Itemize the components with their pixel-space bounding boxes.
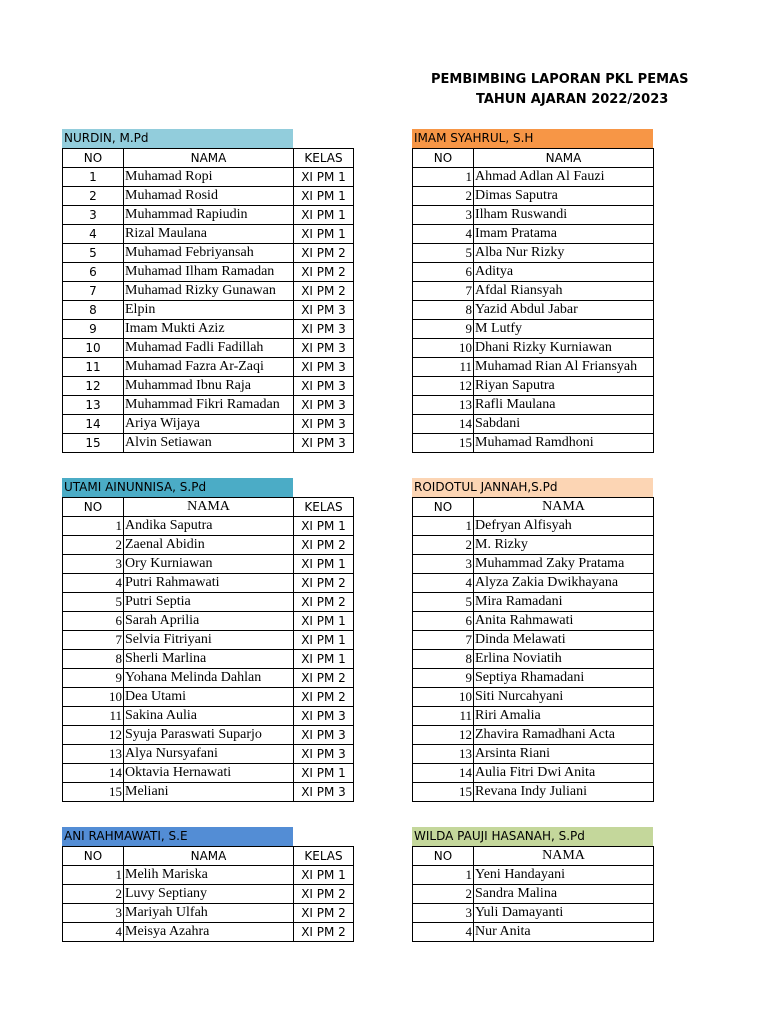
row-number: 4	[413, 923, 474, 942]
student-class: XI PM 3	[294, 377, 354, 396]
row-number: 9	[63, 320, 124, 339]
table-row	[63, 593, 354, 612]
row-number: 12	[63, 726, 124, 745]
table-row	[413, 650, 654, 669]
table-row	[413, 574, 654, 593]
table-row	[63, 320, 354, 339]
row-number: 6	[63, 612, 124, 631]
table-row	[413, 434, 654, 453]
supervisor-name: NURDIN, M.Pd	[62, 129, 293, 148]
student-name: Muhammad Zaky Pratama	[474, 555, 654, 574]
row-number: 9	[413, 669, 474, 688]
column-header-kelas: KELAS	[294, 847, 354, 866]
table-row	[413, 263, 654, 282]
table-row	[63, 339, 354, 358]
table-row	[413, 593, 654, 612]
student-name: Ilham Ruswandi	[474, 206, 654, 225]
table-row	[63, 688, 354, 707]
student-name: Erlina Noviatih	[474, 650, 654, 669]
column-header-kelas: KELAS	[294, 498, 354, 517]
student-class: XI PM 2	[294, 904, 354, 923]
student-class: XI PM 3	[294, 783, 354, 802]
student-name: Muhamad Febriyansah	[124, 244, 294, 263]
row-number: 9	[413, 320, 474, 339]
student-class: XI PM 3	[294, 358, 354, 377]
student-name: Muhamad Fadli Fadillah	[124, 339, 294, 358]
table-row	[63, 650, 354, 669]
student-class: XI PM 1	[294, 764, 354, 783]
student-name: Revana Indy Juliani	[474, 783, 654, 802]
row-number: 5	[63, 593, 124, 612]
row-number: 6	[413, 612, 474, 631]
student-name: Riyan Saputra	[474, 377, 654, 396]
student-name: Imam Mukti Aziz	[124, 320, 294, 339]
table-row	[63, 885, 354, 904]
student-name: Oktavia Hernawati	[124, 764, 294, 783]
student-name: Selvia Fitriyani	[124, 631, 294, 650]
student-name: Alba Nur Rizky	[474, 244, 654, 263]
row-number: 3	[63, 904, 124, 923]
student-name: Sarah Aprilia	[124, 612, 294, 631]
column-header-no: NO	[413, 149, 474, 168]
table-row	[63, 574, 354, 593]
row-number: 15	[63, 783, 124, 802]
row-number: 13	[413, 396, 474, 415]
page-title: PEMBIMBING LAPORAN PKL PEMAS	[431, 72, 689, 87]
student-name: Muhamad Rosid	[124, 187, 294, 206]
row-number: 14	[413, 764, 474, 783]
student-class: XI PM 2	[294, 593, 354, 612]
row-number: 2	[63, 187, 124, 206]
student-name: Sandra Malina	[474, 885, 654, 904]
student-name: Yohana Melinda Dahlan	[124, 669, 294, 688]
table-row	[413, 555, 654, 574]
table-row	[413, 612, 654, 631]
student-class: XI PM 2	[294, 244, 354, 263]
table-row	[63, 612, 354, 631]
student-class: XI PM 1	[294, 650, 354, 669]
row-number: 1	[63, 517, 124, 536]
row-number: 5	[413, 244, 474, 263]
table-row	[63, 377, 354, 396]
table-header-row	[413, 149, 654, 168]
row-number: 8	[63, 301, 124, 320]
row-number: 10	[63, 688, 124, 707]
row-number: 15	[413, 434, 474, 453]
table-row	[63, 904, 354, 923]
table-row	[63, 764, 354, 783]
student-name: Mira Ramadani	[474, 593, 654, 612]
student-name: Muhamad Ropi	[124, 168, 294, 187]
row-number: 6	[413, 263, 474, 282]
table-row	[63, 726, 354, 745]
supervisor-name: UTAMI AINUNNISA, S.Pd	[62, 478, 293, 497]
student-name: Alyza Zakia Dwikhayana	[474, 574, 654, 593]
column-header-nama: NAMA	[474, 149, 654, 168]
table-row	[413, 301, 654, 320]
column-header-nama: NAMA	[124, 498, 294, 517]
student-name: Nur Anita	[474, 923, 654, 942]
table-row	[413, 377, 654, 396]
student-name: Sakina Aulia	[124, 707, 294, 726]
row-number: 10	[63, 339, 124, 358]
row-number: 3	[63, 555, 124, 574]
student-name: Siti Nurcahyani	[474, 688, 654, 707]
table-row	[63, 555, 354, 574]
row-number: 2	[63, 536, 124, 555]
student-name: Rafli Maulana	[474, 396, 654, 415]
column-header-no: NO	[413, 847, 474, 866]
table-row	[63, 263, 354, 282]
student-name: Muhammad Fikri Ramadan	[124, 396, 294, 415]
table-row	[63, 358, 354, 377]
student-class: XI PM 3	[294, 320, 354, 339]
row-number: 4	[63, 225, 124, 244]
student-name: M. Rizky	[474, 536, 654, 555]
row-number: 2	[413, 187, 474, 206]
column-header-no: NO	[63, 498, 124, 517]
student-name: Muhammad Ibnu Raja	[124, 377, 294, 396]
row-number: 1	[413, 168, 474, 187]
row-number: 8	[63, 650, 124, 669]
column-header-nama: NAMA	[474, 847, 654, 866]
row-number: 3	[413, 904, 474, 923]
student-name: Dea Utami	[124, 688, 294, 707]
student-class: XI PM 1	[294, 517, 354, 536]
student-name: Luvy Septiany	[124, 885, 294, 904]
row-number: 1	[63, 168, 124, 187]
student-class: XI PM 3	[294, 339, 354, 358]
student-class: XI PM 1	[294, 631, 354, 650]
table-row	[413, 168, 654, 187]
supervisor-name: IMAM SYAHRUL, S.H	[412, 129, 653, 148]
row-number: 2	[63, 885, 124, 904]
supervisor-name: ROIDOTUL JANNAH,S.Pd	[412, 478, 653, 497]
student-name: Meisya Azahra	[124, 923, 294, 942]
table-row	[413, 244, 654, 263]
student-class: XI PM 3	[294, 434, 354, 453]
student-name: Septiya Rhamadani	[474, 669, 654, 688]
row-number: 3	[413, 206, 474, 225]
student-table	[62, 846, 354, 942]
row-number: 13	[63, 745, 124, 764]
table-row	[413, 885, 654, 904]
table-row	[413, 764, 654, 783]
table-row	[63, 536, 354, 555]
table-row	[63, 707, 354, 726]
student-class: XI PM 2	[294, 574, 354, 593]
student-class: XI PM 3	[294, 301, 354, 320]
row-number: 5	[63, 244, 124, 263]
row-number: 5	[413, 593, 474, 612]
student-table	[412, 497, 654, 802]
student-class: XI PM 2	[294, 688, 354, 707]
student-name: Rizal Maulana	[124, 225, 294, 244]
table-row	[63, 517, 354, 536]
student-name: Andika Saputra	[124, 517, 294, 536]
student-name: Alya Nursyafani	[124, 745, 294, 764]
row-number: 14	[63, 415, 124, 434]
row-number: 11	[413, 707, 474, 726]
student-name: Mariyah Ulfah	[124, 904, 294, 923]
student-class: XI PM 1	[294, 555, 354, 574]
student-name: Zaenal Abidin	[124, 536, 294, 555]
student-name: Putri Septia	[124, 593, 294, 612]
student-name: Yuli Damayanti	[474, 904, 654, 923]
table-row	[413, 669, 654, 688]
row-number: 4	[413, 225, 474, 244]
student-name: M Lutfy	[474, 320, 654, 339]
row-number: 1	[63, 866, 124, 885]
student-class: XI PM 3	[294, 396, 354, 415]
table-row	[413, 282, 654, 301]
student-table	[62, 497, 354, 802]
row-number: 11	[63, 358, 124, 377]
student-name: Dimas Saputra	[474, 187, 654, 206]
column-header-no: NO	[413, 498, 474, 517]
table-row	[63, 282, 354, 301]
column-header-nama: NAMA	[124, 847, 294, 866]
row-number: 7	[413, 631, 474, 650]
table-row	[413, 688, 654, 707]
student-name: Aditya	[474, 263, 654, 282]
column-header-nama: NAMA	[124, 149, 294, 168]
table-row	[63, 206, 354, 225]
row-number: 12	[413, 377, 474, 396]
student-class: XI PM 3	[294, 726, 354, 745]
student-name: Yazid Abdul Jabar	[474, 301, 654, 320]
table-row	[413, 726, 654, 745]
student-class: XI PM 2	[294, 923, 354, 942]
page-subtitle: TAHUN AJARAN 2022/2023	[476, 92, 669, 107]
row-number: 7	[63, 631, 124, 650]
table-row	[413, 517, 654, 536]
student-table	[62, 148, 354, 453]
student-name: Defryan Alfisyah	[474, 517, 654, 536]
student-name: Aulia Fitri Dwi Anita	[474, 764, 654, 783]
student-name: Dhani Rizky Kurniawan	[474, 339, 654, 358]
student-class: XI PM 2	[294, 263, 354, 282]
table-header-row	[63, 149, 354, 168]
student-class: XI PM 1	[294, 866, 354, 885]
table-row	[413, 904, 654, 923]
row-number: 15	[413, 783, 474, 802]
student-name: Muhamad Rian Al Friansyah	[474, 358, 654, 377]
table-row	[413, 396, 654, 415]
table-row	[413, 358, 654, 377]
student-class: XI PM 2	[294, 669, 354, 688]
student-class: XI PM 3	[294, 415, 354, 434]
table-row	[413, 745, 654, 764]
student-name: Alvin Setiawan	[124, 434, 294, 453]
table-row	[413, 415, 654, 434]
student-name: Anita Rahmawati	[474, 612, 654, 631]
row-number: 7	[413, 282, 474, 301]
row-number: 10	[413, 688, 474, 707]
row-number: 12	[63, 377, 124, 396]
table-row	[63, 301, 354, 320]
table-row	[413, 707, 654, 726]
student-name: Syuja Paraswati Suparjo	[124, 726, 294, 745]
table-header-row	[413, 847, 654, 866]
table-row	[413, 866, 654, 885]
row-number: 11	[413, 358, 474, 377]
student-name: Meliani	[124, 783, 294, 802]
table-header-row	[63, 498, 354, 517]
student-name: Sherli Marlina	[124, 650, 294, 669]
row-number: 8	[413, 650, 474, 669]
row-number: 4	[63, 923, 124, 942]
table-header-row	[413, 498, 654, 517]
student-name: Dinda Melawati	[474, 631, 654, 650]
student-class: XI PM 1	[294, 612, 354, 631]
table-row	[413, 536, 654, 555]
table-row	[413, 320, 654, 339]
student-name: Yeni Handayani	[474, 866, 654, 885]
student-name: Muhammad Rapiudin	[124, 206, 294, 225]
student-table	[412, 846, 654, 942]
row-number: 11	[63, 707, 124, 726]
student-class: XI PM 3	[294, 707, 354, 726]
student-name: Afdal Riansyah	[474, 282, 654, 301]
student-class: XI PM 1	[294, 225, 354, 244]
student-class: XI PM 1	[294, 206, 354, 225]
table-row	[413, 783, 654, 802]
row-number: 4	[63, 574, 124, 593]
student-name: Arsinta Riani	[474, 745, 654, 764]
row-number: 3	[413, 555, 474, 574]
table-row	[63, 631, 354, 650]
row-number: 2	[413, 536, 474, 555]
column-header-no: NO	[63, 847, 124, 866]
student-class: XI PM 1	[294, 168, 354, 187]
row-number: 7	[63, 282, 124, 301]
student-name: Imam Pratama	[474, 225, 654, 244]
row-number: 13	[413, 745, 474, 764]
row-number: 13	[63, 396, 124, 415]
row-number: 9	[63, 669, 124, 688]
column-header-no: NO	[63, 149, 124, 168]
student-name: Putri Rahmawati	[124, 574, 294, 593]
table-row	[63, 244, 354, 263]
row-number: 10	[413, 339, 474, 358]
table-row	[63, 866, 354, 885]
student-class: XI PM 2	[294, 282, 354, 301]
column-header-nama: NAMA	[474, 498, 654, 517]
student-name: Sabdani	[474, 415, 654, 434]
row-number: 3	[63, 206, 124, 225]
row-number: 12	[413, 726, 474, 745]
student-class: XI PM 2	[294, 885, 354, 904]
table-row	[63, 923, 354, 942]
row-number: 1	[413, 517, 474, 536]
row-number: 1	[413, 866, 474, 885]
table-row	[413, 206, 654, 225]
supervisor-name: ANI RAHMAWATI, S.E	[62, 827, 293, 846]
student-name: Muhamad Ramdhoni	[474, 434, 654, 453]
table-row	[63, 415, 354, 434]
table-row	[63, 225, 354, 244]
table-row	[63, 669, 354, 688]
student-class: XI PM 1	[294, 187, 354, 206]
table-row	[63, 783, 354, 802]
table-row	[413, 225, 654, 244]
student-class: XI PM 2	[294, 536, 354, 555]
table-row	[63, 187, 354, 206]
column-header-kelas: KELAS	[294, 149, 354, 168]
row-number: 8	[413, 301, 474, 320]
table-row	[413, 339, 654, 358]
table-header-row	[63, 847, 354, 866]
table-row	[413, 631, 654, 650]
supervisor-name: WILDA PAUJI HASANAH, S.Pd	[412, 827, 653, 846]
row-number: 14	[63, 764, 124, 783]
student-name: Ariya Wijaya	[124, 415, 294, 434]
student-name: Muhamad Rizky Gunawan	[124, 282, 294, 301]
row-number: 14	[413, 415, 474, 434]
student-name: Riri Amalia	[474, 707, 654, 726]
student-table	[412, 148, 654, 453]
row-number: 15	[63, 434, 124, 453]
row-number: 6	[63, 263, 124, 282]
table-row	[63, 168, 354, 187]
row-number: 4	[413, 574, 474, 593]
table-row	[63, 396, 354, 415]
student-name: Zhavira Ramadhani Acta	[474, 726, 654, 745]
student-name: Melih Mariska	[124, 866, 294, 885]
student-name: Muhamad Ilham Ramadan	[124, 263, 294, 282]
student-name: Muhamad Fazra Ar-Zaqi	[124, 358, 294, 377]
student-class: XI PM 3	[294, 745, 354, 764]
table-row	[413, 923, 654, 942]
student-name: Ahmad Adlan Al Fauzi	[474, 168, 654, 187]
row-number: 2	[413, 885, 474, 904]
student-name: Elpin	[124, 301, 294, 320]
table-row	[63, 434, 354, 453]
table-row	[63, 745, 354, 764]
table-row	[413, 187, 654, 206]
student-name: Ory Kurniawan	[124, 555, 294, 574]
